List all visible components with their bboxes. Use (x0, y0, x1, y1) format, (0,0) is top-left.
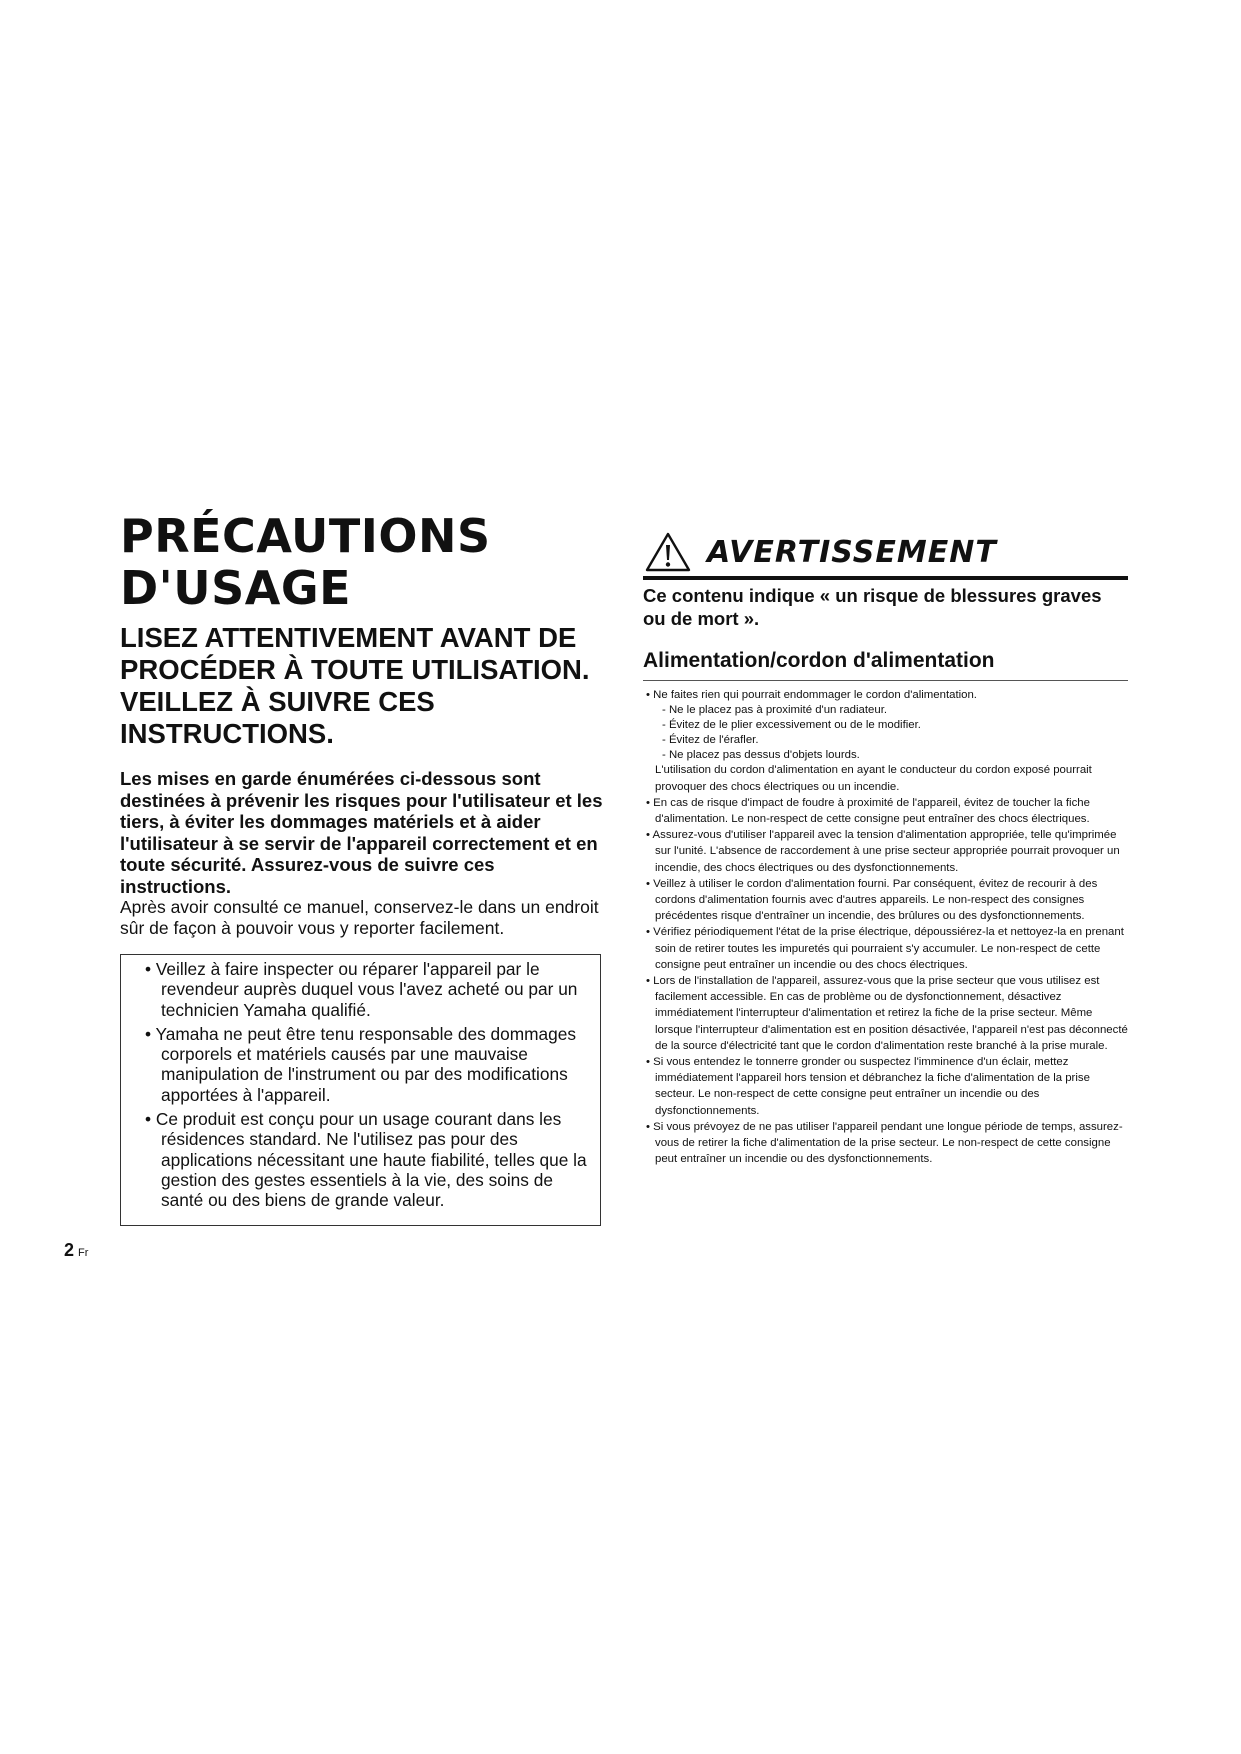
intro-normal-text: Après avoir consulté ce manuel, conservez-le dans un endroit sûr de façon à pouvoir vous y reporter facilement. (120, 897, 599, 938)
warning-rule (643, 576, 1128, 580)
warning-header (643, 530, 1128, 574)
intro-bold-text: Les mises en garde énumérées ci-dessous sont destinées à prévenir les risques pour l'utilisateur et les tiers, à éviter les dommages matériels et à aider l'utilisateur à se servir de l'appareil correctement et en toute sécurité. Assurez-vous de suivre ces instructions. (120, 768, 603, 897)
page-number (64, 1240, 88, 1261)
warning-sub-item: - Ne placez pas dessus d'objets lourds. (662, 748, 860, 761)
notice-item: • Ce produit est conçu pour un usage courant dans les résidences standard. Ne l'utilisez pas pour des applications nécessitant une haute fiabilité, telles que la gestion des gestes essentiels à la vie, des soins de santé ou des biens de grande valeur. (145, 1109, 587, 1211)
warning-list (643, 687, 1128, 1167)
warning-sub-item: - Évitez de le plier excessivement ou de le modifier. (662, 719, 921, 731)
notice-box (120, 954, 601, 1226)
warning-title: AVERTISSEMENT (707, 534, 997, 570)
warning-item: • Lors de l'installation de l'appareil, assurez-vous que la prise secteur que vous utilisez est facilement accessible. En cas de problème ou de dysfonctionnement, désactivez immédiatement l'interrupteur d'alimentation et retirez la fiche de la prise secteur. Même lorsque l'interrupteur d'alimentation est en position désactivée, l'appareil n'est pas déconnecté de la source d'électricité tant que le cordon d'alimentation reste branché à la prise murale. (646, 975, 1128, 1052)
title-line-1: PRÉCAUTIONS (120, 509, 491, 563)
warning-item: • Veillez à utiliser le cordon d'alimentation fourni. Par conséquent, évitez de recourir à des cordons d'alimentation fournis avec d'autres appareils. Le non-respect des consignes précédentes risque d'entraîner un incendie, des brûlures ou des dysfonctionnements. (646, 877, 1098, 923)
warning-description: Ce contenu indique « un risque de blessures graves ou de mort ». (643, 585, 1102, 629)
warning-item: • Assurez-vous d'utiliser l'appareil avec la tension d'alimentation appropriée, telle qu'imprimée sur l'unité. L'absence de raccordement à une prise secteur appropriée pourrait provoquer un incendie, des chocs électriques ou des dysfonctionnements. (646, 829, 1120, 874)
page-number-value: 2 (64, 1240, 75, 1260)
warning-item: • Vérifiez périodiquement l'état de la prise électrique, dépoussiérez-la et nettoyez-la en prenant soin de retirer toutes les impuretés qui pourraient s'y accumuler. Le non-respect de cette consigne peut entraîner un incendie ou des chocs électriques. (646, 926, 1124, 971)
warning-item: • En cas de risque d'impact de foudre à proximité de l'appareil, évitez de toucher la fiche d'alimentation. Le non-respect de cette consigne peut entraîner des chocs électriques. (646, 796, 1090, 825)
left-column (120, 510, 605, 1226)
right-column (643, 530, 1128, 1167)
warning-item: • Si vous entendez le tonnerre gronder ou suspectez l'imminence d'un éclair, mettez immédiatement l'appareil hors tension et débranchez la fiche d'alimentation de la prise secteur. Le non-respect de cette consigne peut entraîner un incendie ou des dysfonctionnements. (646, 1056, 1090, 1117)
page-title (120, 510, 605, 614)
warning-item-continuation: L'utilisation du cordon d'alimentation en ayant le conducteur du cordon exposé pourrait provoquer des chocs électriques ou un incendie. (655, 764, 1092, 793)
notice-item: • Veillez à faire inspecter ou réparer l'appareil par le revendeur auprès duquel vous l'avez acheté ou par un technicien Yamaha qualifié. (145, 959, 578, 1020)
warning-sub-item: - Évitez de l'érafler. (662, 733, 759, 746)
page-subtitle: LISEZ ATTENTIVEMENT AVANT DE PROCÉDER À TOUTE UTILISATION. VEILLEZ À SUIVRE CES INSTRUCTIONS. (120, 622, 590, 749)
warning-sub-list (643, 703, 1128, 762)
notice-item: • Yamaha ne peut être tenu responsable des dommages corporels et matériels causés par une mauvaise manipulation de l'instrument ou par des modifications apportées à l'appareil. (145, 1023, 577, 1105)
warning-item: • Ne faites rien qui pourrait endommager le cordon d'alimentation. (646, 689, 977, 701)
title-line-2: D'USAGE (120, 561, 352, 615)
section-heading: Alimentation/cordon d'alimentation (643, 648, 1128, 681)
page-language: Fr (78, 1247, 89, 1259)
warning-sub-item: - Ne le placez pas à proximité d'un radiateur. (662, 704, 888, 717)
warning-item: • Si vous prévoyez de ne pas utiliser l'appareil pendant une longue période de temps, assurez-vous de retirer la fiche d'alimentation de la prise secteur. Le non-respect de cette consigne peut entraîner un incendie ou des dysfonctionnements. (646, 1120, 1123, 1166)
warning-triangle-icon (645, 532, 691, 572)
